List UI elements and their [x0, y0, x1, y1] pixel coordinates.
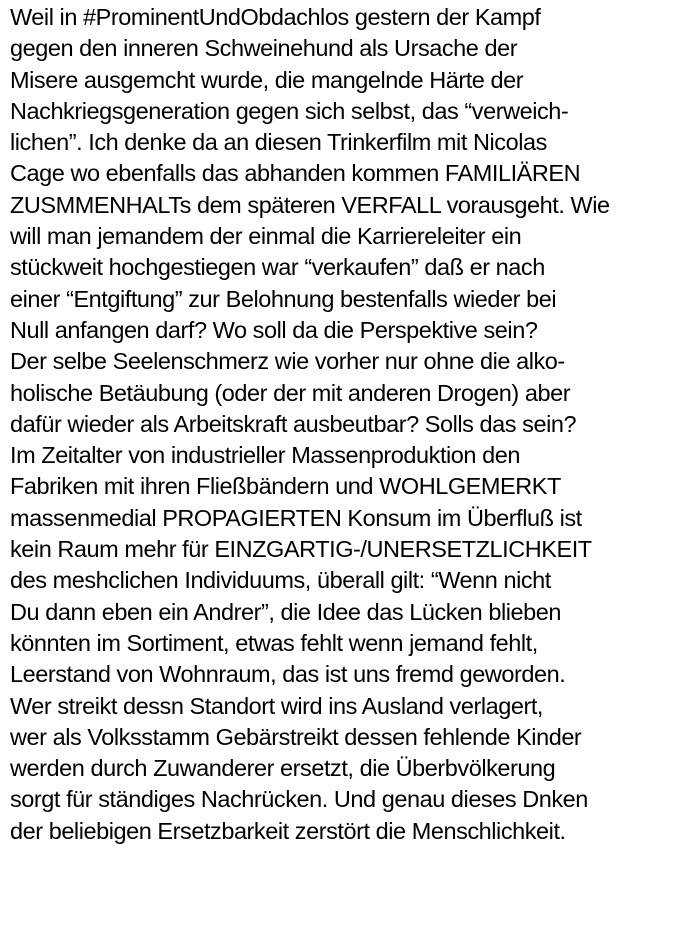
text-line: holische Betäubung (oder der mit anderen Drogen) aber: [10, 379, 571, 406]
document-text: [10, 2, 680, 847]
text-line: massenmedial PROPAGIERTEN Konsum im Überfluß ist: [10, 504, 582, 531]
text-line: Weil in #ProminentUndObdachlos gestern der Kampf: [10, 4, 541, 30]
text-line: Du dann eben ein Andrer”, die Idee das Lücken blieben: [10, 598, 562, 625]
text-line: Der selbe Seelenschmerz wie vorher nur ohne die alko-: [10, 348, 565, 375]
text-line: Null anfangen darf? Wo soll da die Perspektive sein?: [10, 316, 538, 343]
text-line: werden durch Zuwanderer ersetzt, die Überbvölkerung: [10, 755, 556, 782]
text-line: sorgt für ständiges Nachrücken. Und genau dieses Dnken: [10, 786, 588, 813]
text-line: einer “Entgiftung” zur Belohnung bestenfalls wieder bei: [10, 285, 557, 312]
text-line: Im Zeitalter von industrieller Massenproduktion den: [10, 442, 520, 469]
text-line: könnten im Sortiment, etwas fehlt wenn jemand fehlt,: [10, 629, 538, 656]
text-line: Cage wo ebenfalls das abhanden kommen FAMILIÄREN: [10, 160, 581, 187]
text-line: ZUSMMENHALTs dem späteren VERFALL vorausgeht. Wie: [10, 191, 610, 218]
text-line: gegen den inneren Schweinehund als Ursache der: [10, 35, 518, 62]
text-line: wer als Volksstamm Gebärstreikt dessen fehlende Kinder: [10, 723, 582, 750]
text-line: Misere ausgemcht wurde, die mangelnde Härte der: [10, 66, 524, 93]
text-line: will man jemandem der einmal die Karriereleiter ein: [10, 223, 522, 250]
text-line: lichen”. Ich denke da an diesen Trinkerfilm mit Nicolas: [10, 129, 547, 156]
text-line: dafür wieder als Arbeitskraft ausbeutbar? Solls das sein?: [10, 410, 577, 437]
text-line: Leerstand von Wohnraum, das ist uns fremd geworden.: [10, 661, 566, 688]
text-line: stückweit hochgestiegen war “verkaufen” daß er nach: [10, 254, 545, 281]
text-line: des meshclichen Individuums, überall gilt: “Wenn nicht: [10, 567, 551, 594]
text-line: kein Raum mehr für EINZGARTIG-/UNERSETZLICHKEIT: [10, 536, 592, 563]
text-line: der beliebigen Ersetzbarkeit zerstört die Menschlichkeit.: [10, 817, 566, 844]
text-line: Nachkriegsgeneration gegen sich selbst, das “verweich-: [10, 97, 569, 124]
text-line: Wer streikt dessn Standort wird ins Ausland verlagert,: [10, 692, 543, 719]
text-line: Fabriken mit ihren Fließbändern und WOHLGEMERKT: [10, 473, 561, 500]
